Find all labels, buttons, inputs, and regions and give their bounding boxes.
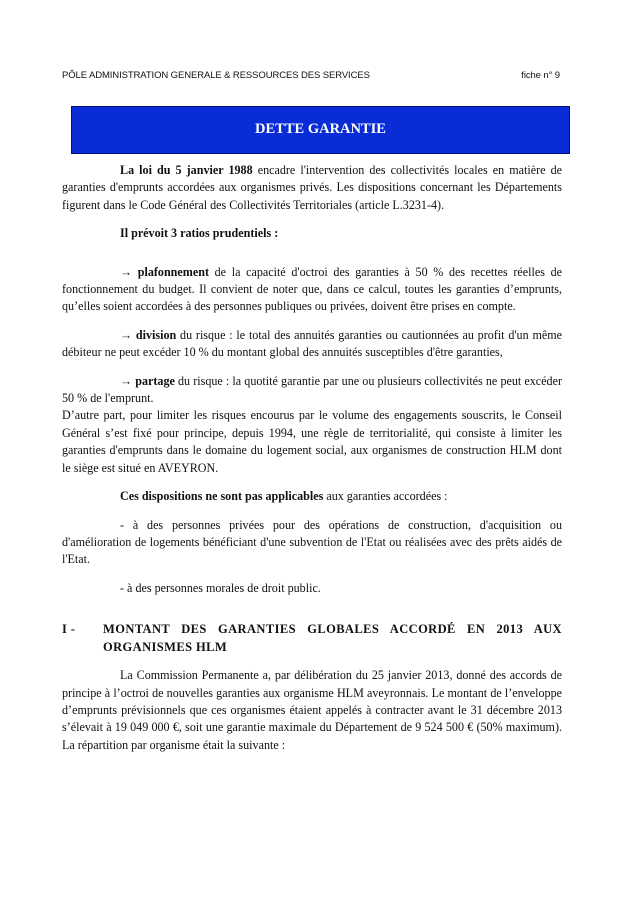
section-paragraph: La Commission Permanente a, par délibération du 25 janvier 2013, donné des accords de principe à l’octroi de nouvelles garanties aux organisme HLM aveyronnais. Le montant de l’enveloppe d’emprunts prévisionnels que ces organismes étaient appelés à contracter avant le 31 décembre 2013 s’élevait à 19 049 000 €, soit une garantie maximale du Département de 9 524 500 € (50% maximum). La répartition par organisme était la suivante : (62, 668, 562, 752)
ratio-text: du risque : la quotité garantie par une ou plusieurs collectivités ne peut excéder 50 % de l'emprunt. (62, 373, 562, 406)
territoriality-paragraph: D’autre part, pour limiter les risques encourus par le volume des engagements souscrits, le Conseil Général s’est fixé pour principe, depuis 1994, une règle de territorialité, qui consiste à limiter les garanties d'emprunts dans le domaine du logement social, aux organismes de construction HLM dont le siège est situé en AVEYRON. (62, 408, 562, 475)
ratio-term: division (135, 327, 177, 342)
header-fiche-number: fiche n° 9 (521, 70, 560, 81)
intro-paragraph (62, 162, 562, 214)
exceptions-bold: Ces dispositions ne sont pas applicables (120, 489, 324, 504)
title-banner (71, 106, 570, 154)
arrow-icon: → (120, 373, 136, 388)
intro-text: encadre l'intervention des collectivités locales en matière de garanties d'emprunts accordées aux organismes privés. Les dispositions concernant les Départements figurent dans le Code Général des Collectivités Territoriales (article L.3231-4). (62, 163, 562, 212)
ratio-term: partage (135, 373, 175, 388)
page-title: DETTE GARANTIE (255, 121, 386, 137)
exceptions-heading (62, 488, 562, 505)
exception-item: - à des personnes morales de droit public. (120, 580, 321, 595)
section-number: I - (62, 622, 76, 637)
law-reference: La loi du 5 janvier 1988 (120, 163, 253, 177)
ratio-text: de la capacité d'octroi des garanties à 50 % des recettes réelles de fonctionnement du budget. Il convient de noter que, dans ce calcul, toutes les garanties d’emprunts, qu’elles soient accordées à des personnes publiques ou privées, doivent être prises en compte. (62, 264, 562, 314)
ratio-text: du risque : le total des annuités garanties ou cautionnées au profit d'un même débiteur ne peut excéder 10 % du montant global des annuités susceptibles d'être garanties, (62, 327, 562, 360)
ratio-term: plafonnement (137, 264, 209, 279)
ratio-partage (62, 373, 562, 408)
ratio-plafonnement (62, 264, 562, 316)
document-body (62, 162, 562, 754)
page-header (62, 70, 560, 81)
exceptions-rest: aux garanties accordées : (323, 489, 448, 504)
section-title: MONTANT DES GARANTIES GLOBALES ACCORDÉ EN 2013 AUX ORGANISMES HLM (103, 622, 562, 655)
exception-item: - à des personnes privées pour des opérations de construction, d'acquisition ou d'amélioration de logements bénéficiant d'une subvention de l'Etat ou réalisées avec des prêts aidés de l'Etat. (62, 517, 562, 567)
ratio-division (62, 327, 562, 362)
arrow-icon: → (120, 264, 138, 279)
ratios-heading: Il prévoit 3 ratios prudentiels : (120, 226, 279, 241)
arrow-icon: → (120, 327, 136, 342)
section-heading (62, 620, 562, 656)
header-department: PÔLE ADMINISTRATION GENERALE & RESSOURCES DES SERVICES (62, 70, 370, 81)
